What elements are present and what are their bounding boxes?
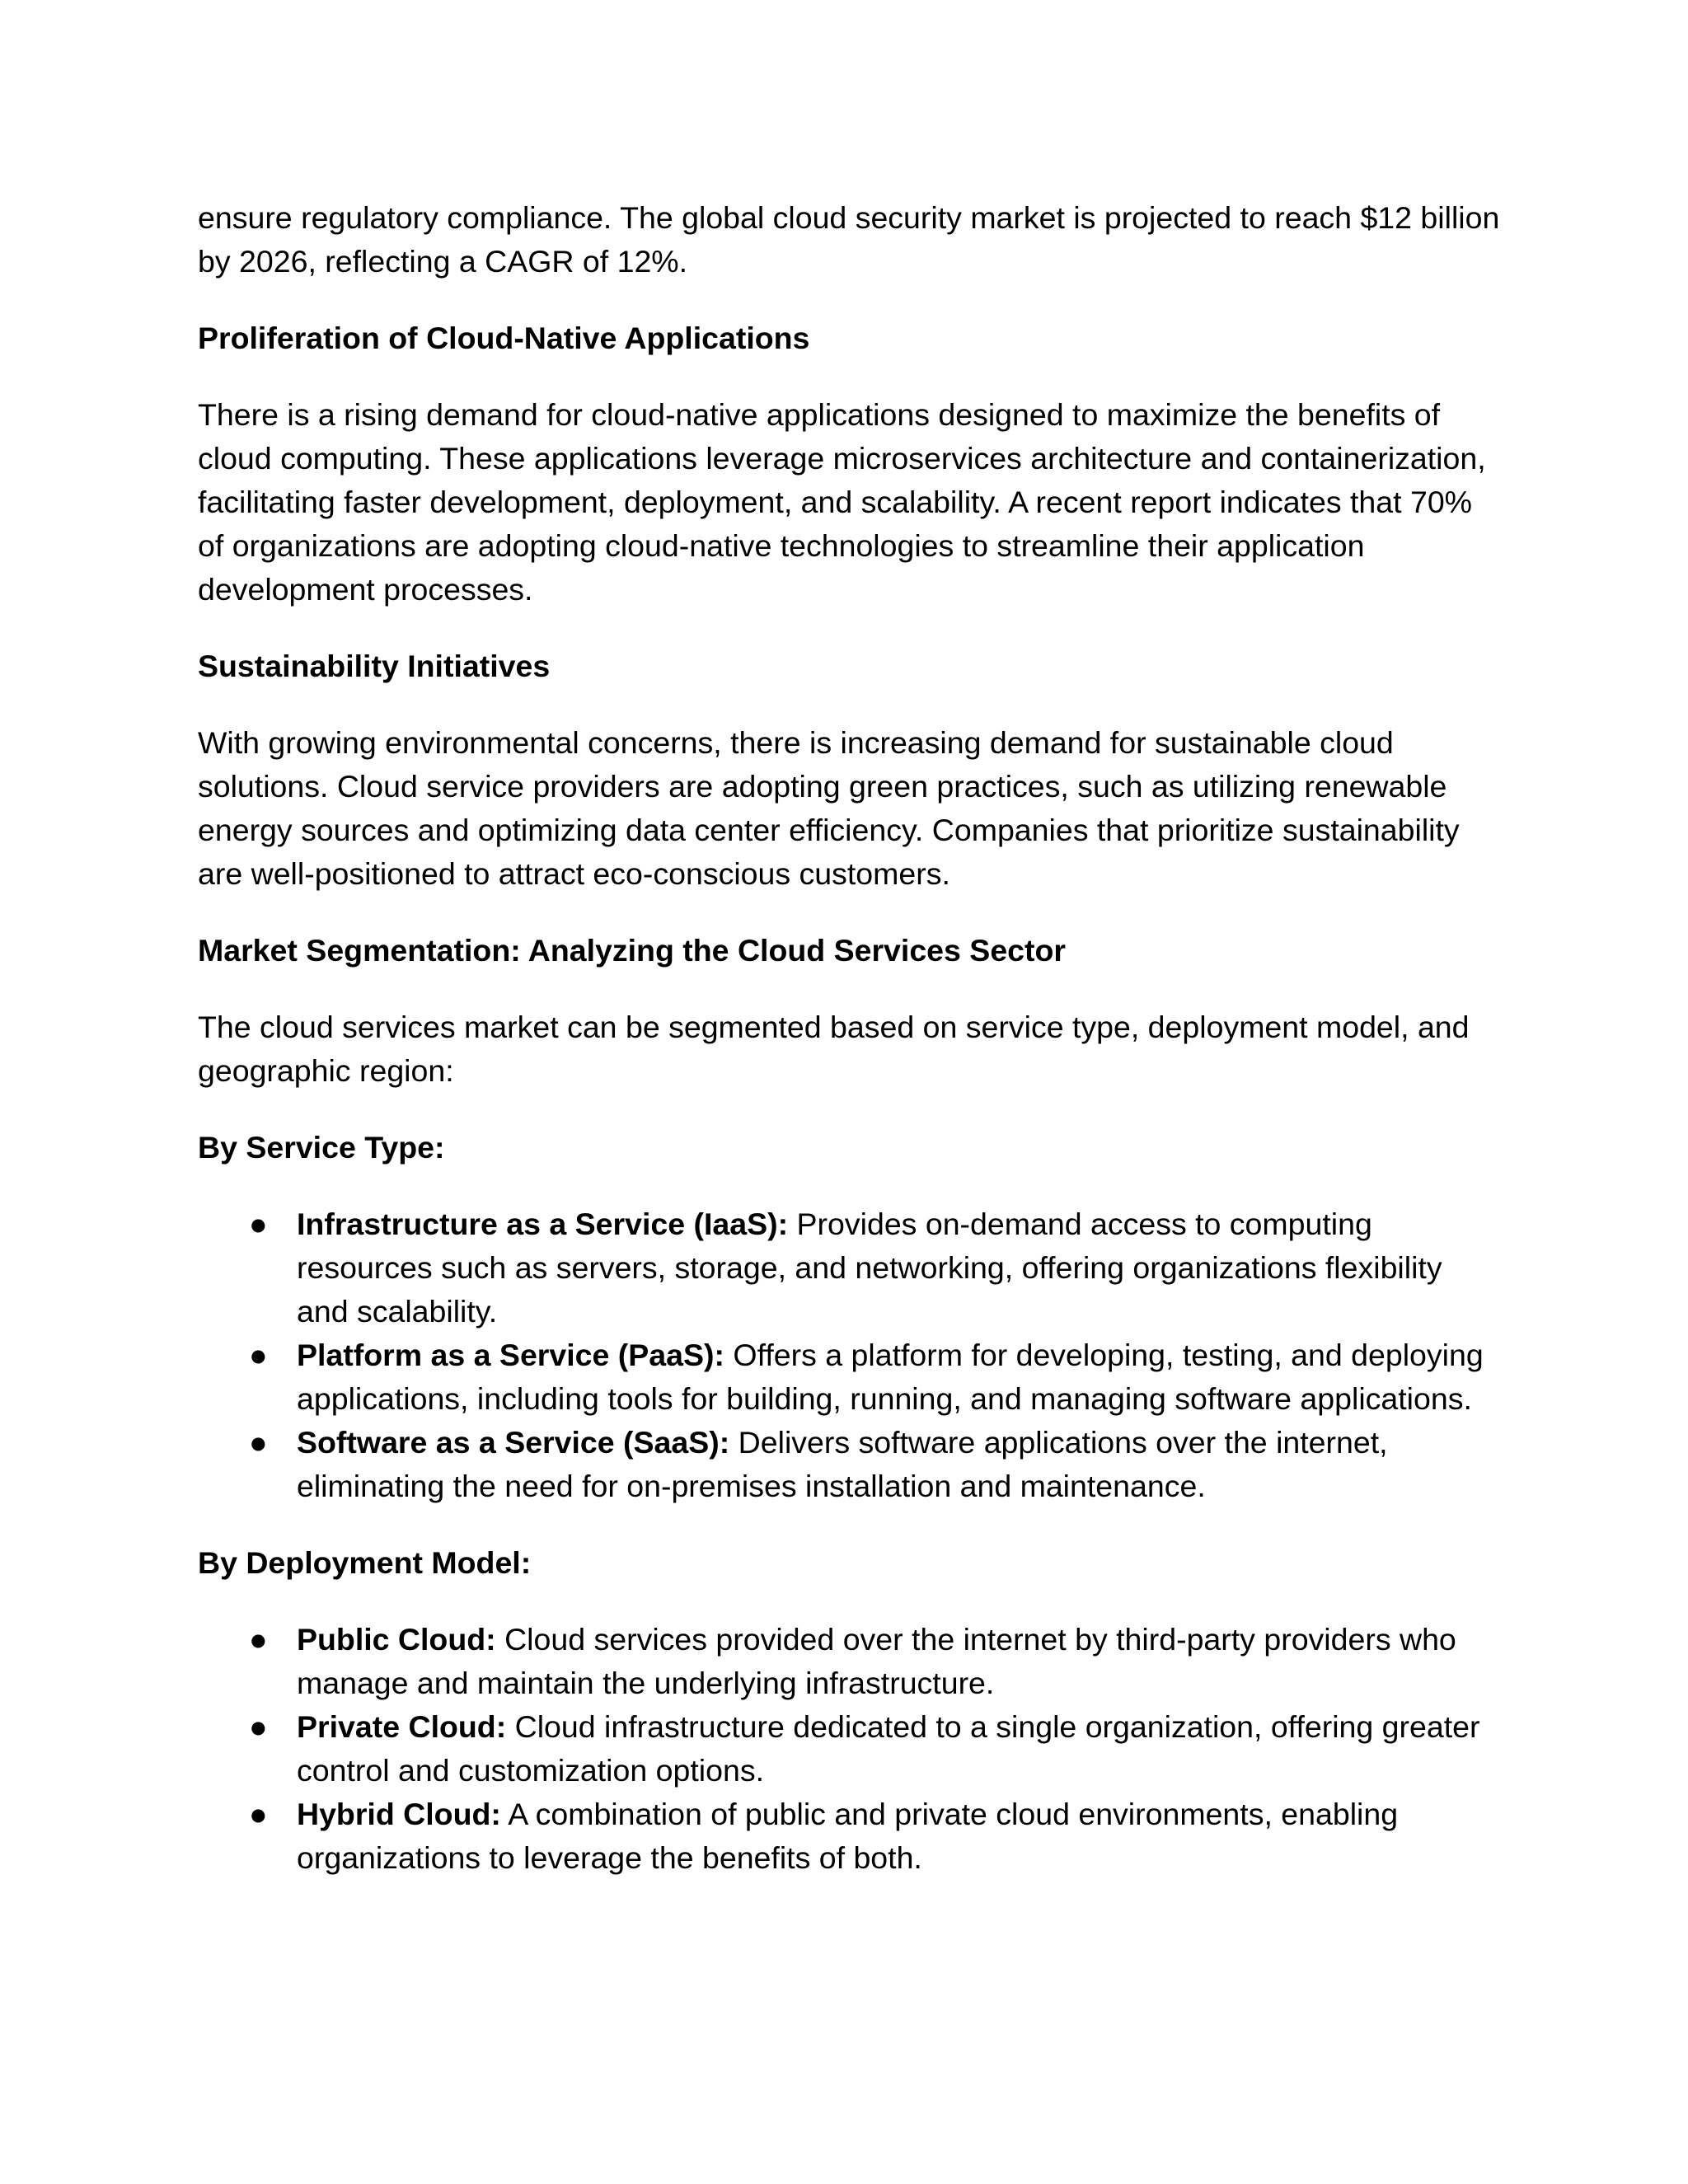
bullet-icon: ●	[249, 1338, 268, 1372]
list-item-description: Provides on-demand access to computing resources such as servers, storage, and networking, offering organizations flexibility and scalability.	[297, 1207, 1442, 1329]
cloud-native-paragraph: There is a rising demand for cloud-native applications designed to maximize the benefits of cloud computing. These applications leverage microservices architecture and containerization, facilitating faster development, deployment, and scalability. A recent report indicates that 70% of organizations are adopting cloud-native technologies to streamline their application development processes.	[198, 397, 1486, 607]
document-page	[198, 196, 1500, 1913]
bullet-icon: ●	[249, 1425, 268, 1460]
sustainability-heading: Sustainability Initiatives	[198, 649, 551, 683]
bullet-icon: ●	[249, 1709, 268, 1744]
list-item-description: Cloud infrastructure dedicated to a single organization, offering greater control and customization options.	[297, 1709, 1480, 1788]
list-item-term: Platform as a Service (PaaS):	[297, 1338, 724, 1372]
deployment-model-heading: By Deployment Model:	[198, 1545, 532, 1580]
list-item-description: Offers a platform for developing, testing, and deploying applications, including tools for building, running, and managing software applications.	[297, 1338, 1484, 1416]
list-item	[198, 1705, 1500, 1793]
list-item-term: Software as a Service (SaaS):	[297, 1425, 730, 1460]
segmentation-paragraph: The cloud services market can be segmented based on service type, deployment model, and geographic region:	[198, 1010, 1470, 1088]
service-type-list	[198, 1202, 1500, 1508]
segmentation-heading: Market Segmentation: Analyzing the Cloud Services Sector	[198, 933, 1067, 968]
deployment-model-list	[198, 1618, 1500, 1880]
bullet-icon: ●	[249, 1207, 268, 1241]
list-item	[198, 1793, 1500, 1880]
list-item-description: Cloud services provided over the internet by third-party providers who manage and maintain the underlying infrastructure.	[297, 1622, 1456, 1700]
list-item-term: Infrastructure as a Service (IaaS):	[297, 1207, 789, 1241]
service-type-heading: By Service Type:	[198, 1130, 445, 1165]
bullet-icon: ●	[249, 1622, 268, 1657]
list-item	[198, 1202, 1500, 1333]
list-item-term: Hybrid Cloud:	[297, 1797, 501, 1831]
bullet-icon: ●	[249, 1797, 268, 1831]
list-item	[198, 1421, 1500, 1508]
list-item-description: Delivers software applications over the internet, eliminating the need for on-premises installation and maintenance.	[297, 1425, 1388, 1503]
list-item	[198, 1333, 1500, 1421]
sustainability-paragraph: With growing environmental concerns, there is increasing demand for sustainable cloud solutions. Cloud service providers are adopting green practices, such as utilizing renewable energy sources and optimizing data center efficiency. Companies that prioritize sustainability are well-positioned to attract eco-conscious customers.	[198, 725, 1460, 891]
intro-continuation-paragraph: ensure regulatory compliance. The global cloud security market is projected to reach $12 billion by 2026, reflecting a CAGR of 12%.	[198, 200, 1500, 279]
list-item	[198, 1618, 1500, 1705]
list-item-term: Public Cloud:	[297, 1622, 496, 1657]
list-item-term: Private Cloud:	[297, 1709, 507, 1744]
cloud-native-heading: Proliferation of Cloud-Native Applications	[198, 321, 810, 355]
list-item-description: A combination of public and private cloud environments, enabling organizations to leverage the benefits of both.	[297, 1797, 1399, 1875]
